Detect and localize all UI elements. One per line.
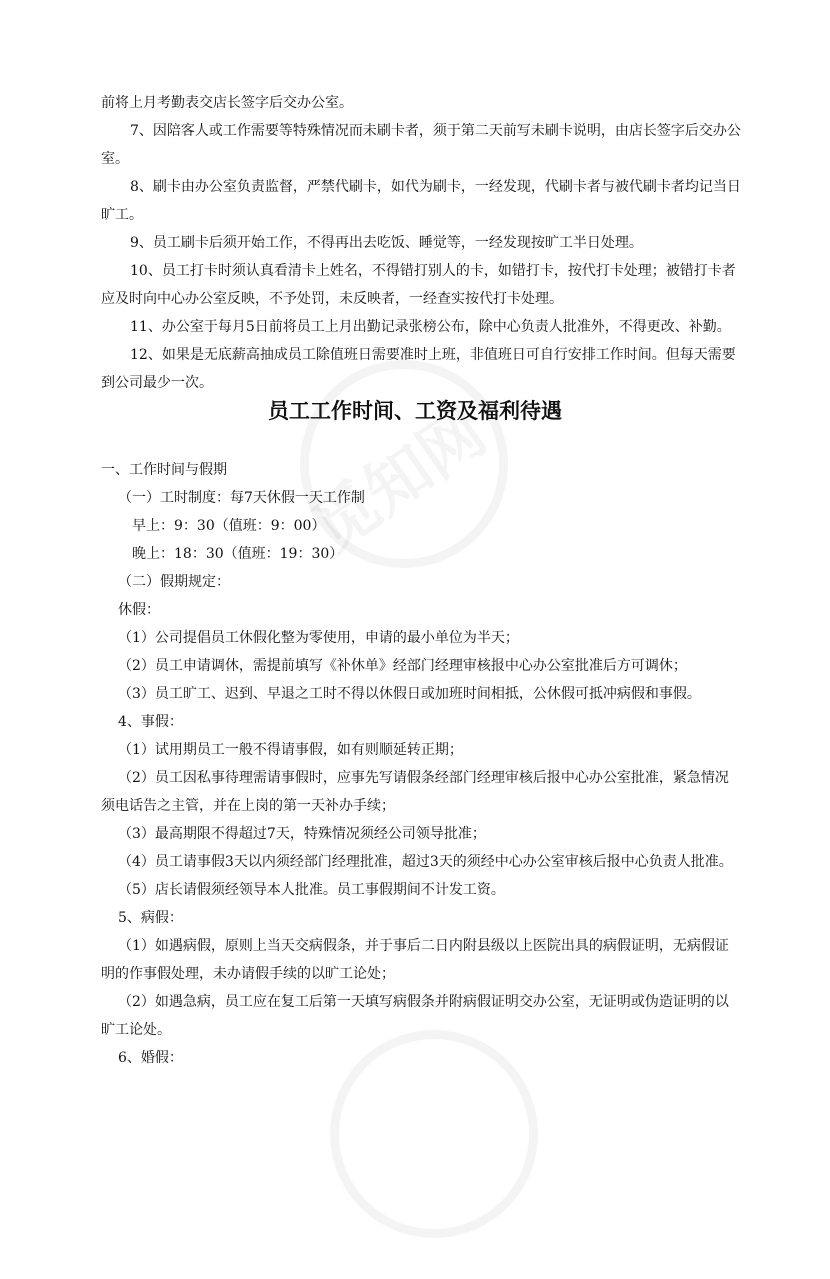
- paragraph-line: （4）员工请事假3天以内须经部门经理批准，超过3天的须经中心办公室审核后报中心负责人批准。: [118, 854, 733, 870]
- watermark-ring-bottom: [289, 989, 579, 1279]
- section-title: 员工工作时间、工资及福利待遇: [268, 399, 562, 423]
- paragraph-line: （3）最高期限不得超过7天，特殊情况须经公司领导批准；: [118, 826, 486, 842]
- paragraph-line: 前将上月考勤表交店长签字后交办公室。: [101, 95, 353, 111]
- paragraph-line: 12、如果是无底薪高抽成员工除值班日需要准时上班，非值班日可自行安排工作时间。但每天需要: [130, 347, 736, 363]
- paragraph-line: （2）员工因私事待理需请事假时，应事先写请假条经部门经理审核后报中心办公室批准，紧急情况: [118, 770, 729, 786]
- paragraph-line: 7、因陪客人或工作需要等特殊情况而未刷卡者，须于第二天前写未刷卡说明，由店长签字后交办公: [130, 123, 741, 139]
- heading-line: 一、工作时间与假期: [101, 462, 227, 478]
- paragraph-line: 8、刷卡由办公室负责监督，严禁代刷卡，如代为刷卡，一经发现，代刷卡者与被代刷卡者均记当日: [130, 179, 741, 195]
- paragraph-line: 10、员工打卡时须认真看清卡上姓名，不得错打别人的卡，如错打卡，按代打卡处理；被错打卡者: [130, 263, 736, 279]
- paragraph-line: 到公司最少一次。: [101, 375, 213, 391]
- paragraph-line: 旷工。: [101, 207, 143, 223]
- paragraph-line: 9、员工刷卡后须开始工作，不得再出去吃饭、睡觉等，一经发现按旷工半日处理。: [130, 235, 643, 251]
- paragraph-line: （1）如遇病假，原则上当天交病假条，并于事后二日内附县级以上医院出具的病假证明，无病假证: [118, 938, 729, 954]
- paragraph-line: 旷工论处。: [101, 1022, 171, 1038]
- paragraph-line: 11、办公室于每月5日前将员工上月出勤记录张榜公布，除中心负责人批准外，不得更改、补勤。: [130, 319, 731, 335]
- paragraph-line: 休假：: [118, 602, 160, 618]
- paragraph-line: （1）试用期员工一般不得请事假，如有则顺延转正期；: [118, 742, 463, 758]
- paragraph-line: 早上：9：30（值班：9：00）: [132, 518, 326, 534]
- heading-line: 5、病假：: [118, 910, 183, 926]
- paragraph-line: 须电话告之主管，并在上岗的第一天补办手续；: [101, 798, 395, 814]
- paragraph-line: （2）如遇急病，员工应在复工后第一天填写病假条并附病假证明交办公室，无证明或伪造证明的以: [118, 994, 729, 1010]
- paragraph-line: 室。: [101, 151, 129, 167]
- paragraph-line: 晚上：18：30（值班：19：30）: [132, 546, 344, 562]
- paragraph-line: （3）员工旷工、迟到、早退之工时不得以休假日或加班时间相抵，公休假可抵冲病假和事假。: [118, 686, 701, 702]
- subheading-line: （一）工时制度：每7天休假一天工作制: [118, 490, 365, 506]
- heading-line: 4、事假：: [118, 714, 183, 730]
- paragraph-line: （1）公司提倡员工休假化整为零使用，申请的最小单位为半天；: [118, 630, 519, 646]
- paragraph-line: （5）店长请假须经领导本人批准。员工事假期间不计发工资。: [118, 882, 505, 898]
- heading-line: 6、婚假：: [118, 1050, 183, 1066]
- paragraph-line: 明的作事假处理，未办请假手续的以旷工论处；: [101, 966, 395, 982]
- paragraph-line: （2）员工申请调休，需提前填写《补休单》经部门经理审核报中心办公室批准后方可调休；: [118, 658, 687, 674]
- paragraph-line: 应及时向中心办公室反映，不予处罚，未反映者，一经查实按代打卡处理。: [101, 291, 563, 307]
- subheading-line: （二）假期规定：: [118, 574, 230, 590]
